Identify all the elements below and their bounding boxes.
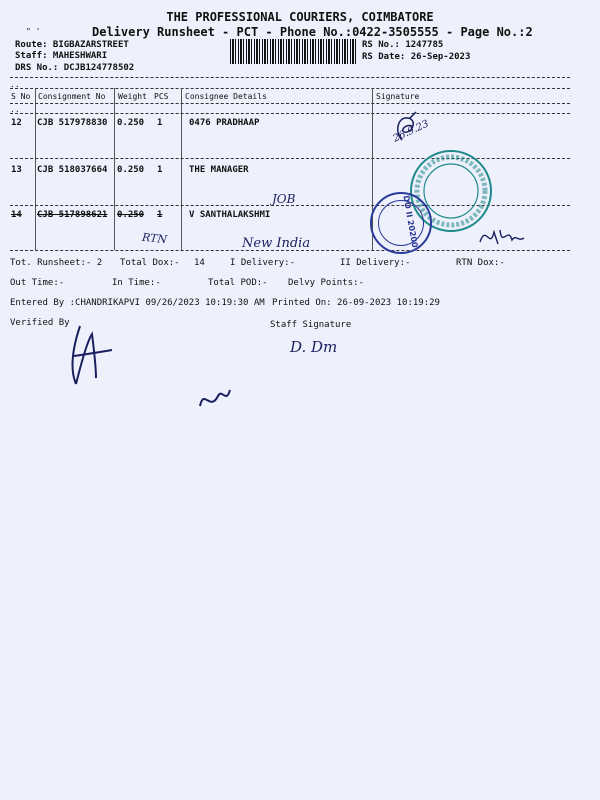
total-dox-value: 14 bbox=[194, 258, 205, 268]
i-delivery: I Delivery:- bbox=[230, 258, 296, 268]
row-13-handwritten-note: JOB bbox=[272, 192, 296, 206]
row-13-pcs: 1 bbox=[157, 165, 163, 175]
rtn-dox: RTN Dox:- bbox=[456, 258, 505, 268]
divider bbox=[10, 88, 570, 89]
col-header-weight: Weight bbox=[118, 92, 147, 101]
ii-delivery: II Delivery:- bbox=[340, 258, 411, 268]
row-12-pcs: 1 bbox=[157, 118, 163, 128]
row-12-consignee: 0476 PRADHAAP bbox=[189, 118, 260, 128]
out-time: Out Time:- bbox=[10, 278, 65, 288]
row-14-weight: 0.250 bbox=[117, 210, 145, 220]
divider bbox=[10, 77, 570, 78]
rs-date: RS Date: 26-Sep-2023 bbox=[362, 52, 471, 62]
total-pod: Total POD:- bbox=[208, 278, 268, 288]
staff-signature-scrawl: D. Dm bbox=[290, 338, 338, 356]
row-13-sno: 13 bbox=[11, 165, 22, 175]
divider bbox=[10, 103, 570, 104]
row-14-consignee: V SANTHALAKSHMI bbox=[189, 210, 271, 220]
runsheet-title: Delivery Runsheet - PCT - Phone No.:0422-3505555 - Page No.:2 bbox=[92, 25, 533, 39]
row-12-sno: 12 bbox=[11, 118, 22, 128]
col-header-sno: S No bbox=[11, 92, 31, 101]
stamp-text: DO II 20200 bbox=[401, 194, 420, 249]
row-14-pcs: 1 bbox=[157, 210, 163, 220]
delvy-points: Delvy Points:- bbox=[288, 278, 364, 288]
tot-runsheet: Tot. Runsheet:- 2 bbox=[10, 258, 103, 268]
initial-mark bbox=[196, 384, 236, 414]
table-top-mark: .. bbox=[10, 80, 20, 89]
printed-on: Printed On: 26-09-2023 10:19:29 bbox=[272, 298, 440, 308]
row-14-consignment: CJB 517898621 bbox=[37, 210, 108, 220]
col-header-pcs: PCS bbox=[154, 92, 169, 101]
col-header-consignment: Consignment No bbox=[38, 92, 106, 101]
row-12-consignment: CJB 517978830 bbox=[37, 118, 108, 128]
verified-by-label: Verified By bbox=[10, 318, 70, 328]
drs-number: DRS No.: DCJB124778502 bbox=[15, 63, 135, 73]
header-sep-mark: .. bbox=[10, 105, 20, 114]
row-13-consignment: CJB 518037664 bbox=[37, 165, 108, 175]
row-12-weight: 0.250 bbox=[117, 118, 145, 128]
row-14-sno: 14 bbox=[11, 210, 22, 220]
barcode bbox=[230, 39, 356, 64]
rtn-handwritten: RTN bbox=[141, 230, 168, 247]
col-header-consignee: Consignee Details bbox=[185, 92, 267, 101]
row-13-weight: 0.250 bbox=[117, 165, 145, 175]
rs-number: RS No.: 1247785 bbox=[362, 40, 444, 50]
round-stamp-blue bbox=[370, 192, 432, 254]
new-india-handwritten: New India bbox=[242, 236, 311, 251]
staff-signature-label: Staff Signature bbox=[270, 320, 352, 330]
in-time: In Time:- bbox=[112, 278, 161, 288]
total-dox-label: Total Dox:- bbox=[120, 258, 180, 268]
row-12-signature-date: 26.9.23 bbox=[391, 118, 431, 145]
route-label: Route: BIGBAZARSTREET bbox=[15, 40, 129, 50]
corner-marks: " ' bbox=[26, 27, 41, 36]
verified-signature bbox=[66, 320, 116, 390]
entered-by: Entered By :CHANDRIKAPVI 09/26/2023 10:19:30 AM bbox=[10, 298, 265, 308]
row-13-consignee: THE MANAGER bbox=[189, 165, 249, 175]
divider bbox=[10, 113, 570, 114]
staff-label: Staff: MAHESHWARI bbox=[15, 51, 108, 61]
col-header-signature: Signature bbox=[376, 92, 420, 101]
company-title: THE PROFESSIONAL COURIERS, COIMBATORE bbox=[166, 10, 434, 24]
